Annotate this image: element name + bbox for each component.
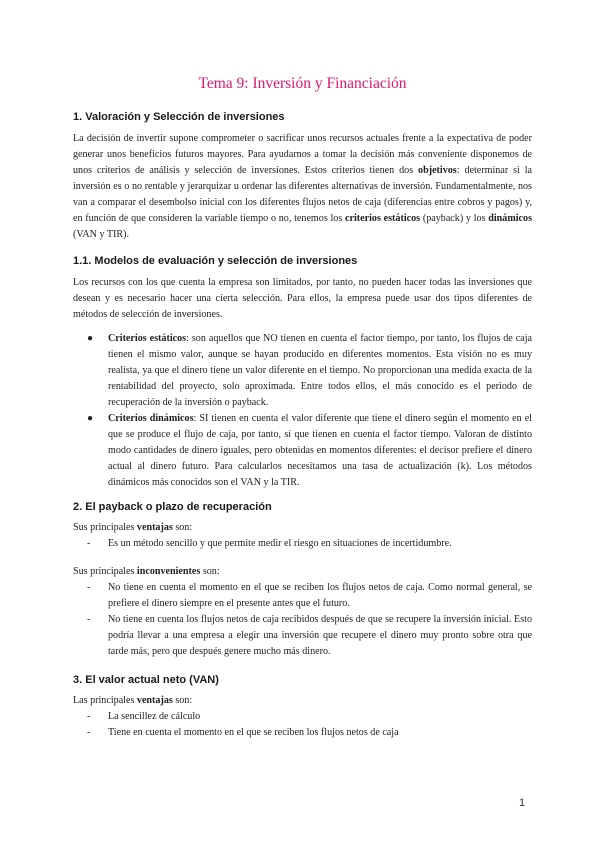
text-run: Sus principales [73,522,137,533]
section-heading-1: 1. Valoración y Selección de inversiones [73,111,285,123]
page-title: Tema 9: Inversión y Financiación [198,75,407,92]
section-heading-2: 2. El payback o plazo de recuperación [73,501,272,513]
text-run: son: [200,566,220,577]
bullet-icon: ● [87,413,94,424]
text-run: son: [172,522,193,533]
list-item [73,411,532,491]
bullet-icon: ● [87,333,94,344]
section-1-1-paragraph: Los recursos con los que cuenta la empresa son limitados, por tanto, no pueden hacer todas las inversiones que desean y es necesario hacer una cierta selección. Para ellos, la empresa puede usar dos tipos diferentes de métodos de selección de inversiones. [73,277,532,320]
advantages-list [73,536,532,552]
bold-term: objetivos [418,165,457,176]
list-item-text: Es un método sencillo y que permite medir el riesgo en situaciones de incertidumbre. [108,538,452,549]
dash-icon: - [87,582,91,593]
list-item-text: Tiene en cuenta el momento en el que se reciben los flujos netos de caja [108,727,399,738]
van-advantages-intro [73,693,532,709]
dash-icon: - [87,711,91,722]
list-item-text: : son aquellos que NO tienen en cuenta el factor tiempo, por tanto, los flujos de caja tienen el mismo valor, aunque se hayan producido en diferentes momentos. Esta visión no es muy realista, ya que el dinero tiene un valor diferente en el tiempo. No proporcionan una medida exacta de la rentabilidad del proyecto, solo aproximada. Entre todos ellos, el más conocido es el periodo de recuperación de la inversión o payback. [108,333,532,408]
dash-icon: - [87,614,91,625]
list-item [73,331,532,411]
text-run: (payback) y los [420,213,489,224]
list-item-text: La sencillez de cálculo [108,711,201,722]
text-run: Las principales [73,695,137,706]
disadvantages-intro [73,564,532,580]
bold-term: ventajas [136,695,173,706]
bold-term: Criterios estáticos [108,333,187,344]
list-item-text: No tiene en cuenta el momento en el que se reciben los flujos netos de caja. Como normal general, se prefiere el dinero siempre en el presente antes que el futuro. [108,582,532,609]
text-run: son: [172,695,193,706]
list-item [73,725,532,741]
list-item-text: No tiene en cuenta los flujos netos de caja recibidos después de que se recupere la inversión inicial. Esto podría llevar a una empresa a elegir una inversión que recupere el dinero muy pronto sobre otra que tarde más, pero que después genere mucho más dinero. [108,614,532,657]
text-run: La decisión de invertir supone comprometer o sacrificar unos recursos actuales frente a la expectativa de poder generar unos beneficios futuros mayores. Para ayudarnos a tomar la decisión más conveniente disponemos de unos criterios de análisis y selección de inversiones. Estos criterios tienen dos [73,133,532,176]
bold-term: dinámicos [488,213,533,224]
section-heading-3: 3. El valor actual neto (VAN) [73,674,219,686]
bold-term: inconvenientes [136,566,201,577]
list-item-text: : SI tienen en cuenta el valor diferente que tiene el dinero según el momento en el que se produce el flujo de caja, por tanto, sí que tienen en cuenta el factor tiempo. Valoran de distinto modo cantidades de dinero iguales, pero obtenidas en momentos diferentes: el decisor prefiere el dinero actual al dinero futuro. Para calcularlos necesitamos una tasa de actualización (k). Los métodos dinámicos más conocidos son el VAN y la TIR. [108,413,532,488]
list-item [73,536,532,552]
list-item [73,709,532,725]
bold-term: ventajas [136,522,173,533]
list-item [73,612,532,660]
list-item [73,580,532,612]
text-run: Sus principales [73,566,137,577]
section-heading-1-1: 1.1. Modelos de evaluación y selección de inversiones [73,255,358,267]
page-number: 1 [519,797,526,809]
disadvantages-list [73,580,532,660]
dash-icon: - [87,538,91,549]
bold-term: Criterios dinámicos [108,413,194,424]
dash-icon: - [87,727,91,738]
van-advantages-list [73,709,532,741]
bold-term: criterios estáticos [345,213,421,224]
advantages-intro [73,520,532,536]
section-1-paragraph [73,131,532,243]
text-run: (VAN y TIR). [73,229,129,240]
criteria-list [73,331,532,491]
text-run: : determinar si la inversión es o no rentable y jerarquizar u ordenar las diferentes alternativas de inversión. Fundamentalmente, nos van a comparar el desembolso inicial con los diferentes flujos netos de caja (diferencias entre cobros y pagos) y, en función de que consideren la variable tiempo o no, tenemos los [73,165,532,224]
